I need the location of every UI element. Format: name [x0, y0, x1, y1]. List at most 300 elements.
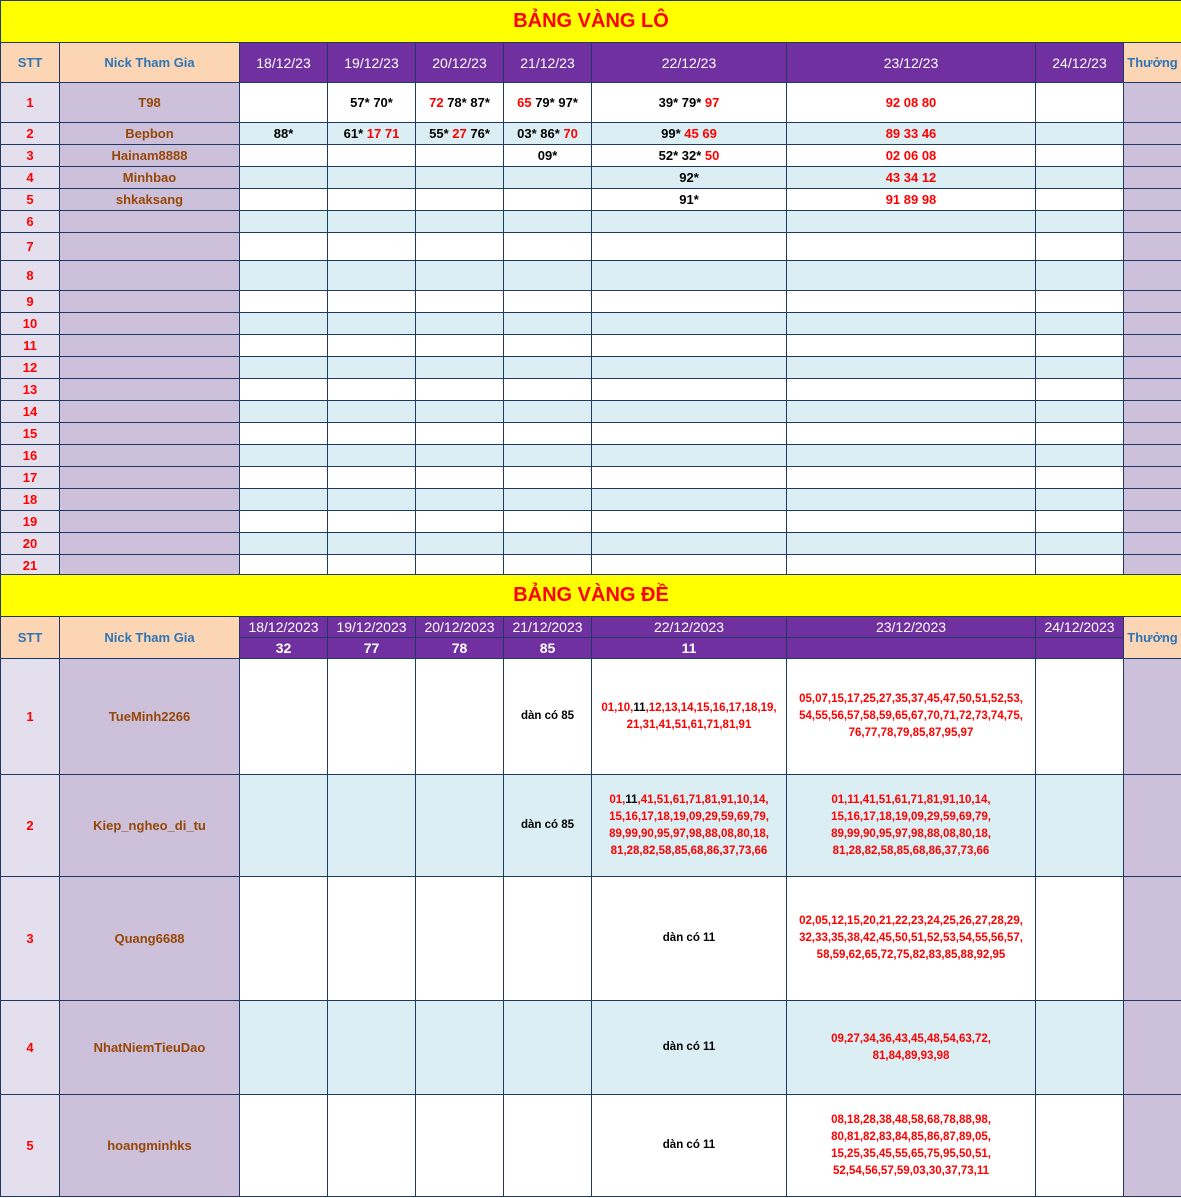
cell-token: 01,10,: [601, 701, 634, 714]
lo-header-prize: Thưởng: [1124, 43, 1181, 83]
row-prize: [1124, 489, 1181, 511]
table-row: [1, 123, 1181, 145]
day-cell: [240, 877, 328, 1001]
day-cell: [592, 423, 787, 445]
table-row: [1, 83, 1181, 123]
day-cell: [416, 445, 504, 467]
cell-token: dàn có 11: [662, 1041, 716, 1053]
row-nick: [60, 555, 240, 576]
cell-token: 76*: [470, 126, 490, 141]
day-cell: [1036, 659, 1124, 775]
table-row: [1, 211, 1181, 233]
day-cell: [240, 145, 328, 167]
day-cell: [1036, 291, 1124, 313]
day-cell: [328, 423, 416, 445]
day-cell: [504, 467, 592, 489]
table-row: [1, 445, 1181, 467]
day-cell: [416, 659, 504, 775]
row-stt: 12: [1, 357, 60, 379]
day-cell: [240, 335, 328, 357]
row-stt: 21: [1, 555, 60, 576]
day-cell: [240, 83, 328, 123]
day-cell: [787, 211, 1036, 233]
day-cell: [1036, 1001, 1124, 1095]
row-nick: T98: [60, 83, 240, 123]
day-cell: [592, 555, 787, 576]
day-cell: [592, 291, 787, 313]
day-cell: [1036, 83, 1124, 123]
de-header-stt: STT: [1, 617, 60, 659]
cell-token: 78*: [447, 95, 467, 110]
day-cell: [416, 467, 504, 489]
row-stt: 11: [1, 335, 60, 357]
cell-token: 92*: [679, 170, 699, 185]
table-row: [1, 357, 1181, 379]
de-result: 85: [504, 638, 592, 659]
day-cell: [416, 1001, 504, 1095]
day-cell: [240, 1095, 328, 1197]
cell-token: 55*: [429, 126, 449, 141]
cell-token: 54,55,56,57,58,59,65,67,70,71,72,73,74,75,: [799, 710, 1023, 722]
day-cell: [504, 123, 592, 145]
day-cell: [504, 1095, 592, 1197]
day-cell: [240, 233, 328, 261]
lo-table: [0, 0, 1181, 576]
day-cell: [504, 379, 592, 401]
day-cell: [504, 1001, 592, 1095]
table-row: [1, 511, 1181, 533]
cell-token: 03*: [517, 126, 537, 141]
row-prize: [1124, 83, 1181, 123]
row-prize: [1124, 775, 1181, 877]
day-cell: [787, 145, 1036, 167]
de-header-date: 21/12/2023: [504, 617, 592, 638]
row-nick: [60, 511, 240, 533]
cell-token: 09*: [537, 148, 558, 163]
day-cell: [504, 555, 592, 576]
day-cell: [787, 511, 1036, 533]
table-row: [1, 313, 1181, 335]
day-cell: [328, 877, 416, 1001]
day-cell: [592, 313, 787, 335]
day-cell: [504, 775, 592, 877]
day-cell: [787, 775, 1036, 877]
row-prize: [1124, 511, 1181, 533]
table-row: [1, 291, 1181, 313]
cell-token: 09,27,34,36,43,45,48,54,63,72,: [831, 1032, 991, 1045]
day-cell: [416, 123, 504, 145]
day-cell: [1036, 357, 1124, 379]
day-cell: [1036, 423, 1124, 445]
day-cell: [504, 233, 592, 261]
row-nick: shkaksang: [60, 189, 240, 211]
lo-header-date: 24/12/23: [1036, 43, 1124, 83]
cell-token: 72: [429, 95, 444, 110]
de-title: BẢNG VÀNG ĐỀ: [1, 575, 1181, 617]
cell-token: 05,07,15,17,25,27,35,37,45,47,50,51,52,53,: [799, 693, 1023, 705]
row-stt: 7: [1, 233, 60, 261]
row-stt: 6: [1, 211, 60, 233]
day-cell: [1036, 445, 1124, 467]
de-result: 11: [592, 638, 787, 659]
de-header-date: 24/12/2023: [1036, 617, 1124, 638]
row-nick: hoangminhks: [60, 1095, 240, 1197]
cell-token: 91*: [679, 192, 699, 207]
day-cell: [592, 401, 787, 423]
day-cell: [1036, 877, 1124, 1001]
day-cell: [240, 555, 328, 576]
day-cell: [592, 1095, 787, 1197]
day-cell: [328, 83, 416, 123]
cell-token: 70: [563, 126, 578, 141]
day-cell: [1036, 555, 1124, 576]
cell-token: 15,16,17,18,19,09,29,59,69,79,: [831, 810, 991, 823]
day-cell: [592, 189, 787, 211]
row-prize: [1124, 233, 1181, 261]
row-stt: 16: [1, 445, 60, 467]
day-cell: [787, 167, 1036, 189]
table-row: [1, 401, 1181, 423]
cell-token: 08,18,28,38,48,58,68,78,88,98,: [831, 1113, 991, 1126]
day-cell: [328, 123, 416, 145]
day-cell: [328, 467, 416, 489]
day-cell: [240, 123, 328, 145]
day-cell: [328, 379, 416, 401]
cell-token: 61*: [343, 126, 364, 141]
cell-token: 17 71: [366, 126, 400, 141]
row-prize: [1124, 357, 1181, 379]
row-nick: [60, 357, 240, 379]
row-prize: [1124, 145, 1181, 167]
day-cell: [416, 335, 504, 357]
day-cell: [1036, 775, 1124, 877]
cell-token: 89,99,90,95,97,98,88,08,80,18,: [831, 827, 991, 840]
day-cell: [504, 313, 592, 335]
day-cell: [416, 401, 504, 423]
day-cell: [787, 401, 1036, 423]
day-cell: [416, 261, 504, 291]
row-stt: 10: [1, 313, 60, 335]
day-cell: [416, 291, 504, 313]
day-cell: [592, 1001, 787, 1095]
day-cell: [787, 533, 1036, 555]
day-cell: [416, 145, 504, 167]
lo-header-date: 18/12/23: [240, 43, 328, 83]
de-header-date: 19/12/2023: [328, 617, 416, 638]
day-cell: [504, 423, 592, 445]
row-prize: [1124, 211, 1181, 233]
cell-token: 27: [452, 126, 467, 141]
lo-header-date: 23/12/23: [787, 43, 1036, 83]
day-cell: [240, 1001, 328, 1095]
day-cell: [592, 467, 787, 489]
day-cell: [328, 533, 416, 555]
cell-token: 81,84,89,93,98: [872, 1049, 950, 1062]
day-cell: [592, 511, 787, 533]
day-cell: [1036, 167, 1124, 189]
day-cell: [787, 1001, 1036, 1095]
row-nick: Quang6688: [60, 877, 240, 1001]
lo-header-date: 21/12/23: [504, 43, 592, 83]
day-cell: [504, 83, 592, 123]
row-stt: 20: [1, 533, 60, 555]
row-stt: 5: [1, 1095, 60, 1197]
day-cell: [504, 659, 592, 775]
cell-token: 21,31,41,51,61,71,81,91: [626, 718, 752, 731]
day-cell: [416, 167, 504, 189]
row-prize: [1124, 167, 1181, 189]
cell-token: 11: [625, 793, 638, 806]
cell-token: 89,99,90,95,97,98,88,08,80,18,: [609, 827, 769, 840]
row-prize: [1124, 555, 1181, 576]
table-row: [1, 233, 1181, 261]
row-prize: [1124, 335, 1181, 357]
day-cell: [328, 659, 416, 775]
lo-header-nick: Nick Tham Gia: [60, 43, 240, 83]
day-cell: [328, 261, 416, 291]
day-cell: [328, 555, 416, 576]
row-prize: [1124, 877, 1181, 1001]
day-cell: [416, 211, 504, 233]
day-cell: [592, 167, 787, 189]
cell-token: dàn có 11: [662, 1139, 716, 1151]
row-nick: TueMinh2266: [60, 659, 240, 775]
day-cell: [787, 467, 1036, 489]
day-cell: [240, 489, 328, 511]
cell-token: 79*: [535, 95, 555, 110]
day-cell: [240, 313, 328, 335]
table-row: [1, 167, 1181, 189]
table-row: [1, 189, 1181, 211]
row-stt: 15: [1, 423, 60, 445]
lo-header-date: 19/12/23: [328, 43, 416, 83]
day-cell: [787, 123, 1036, 145]
day-cell: [328, 167, 416, 189]
day-cell: [328, 357, 416, 379]
row-stt: 8: [1, 261, 60, 291]
day-cell: [787, 555, 1036, 576]
day-cell: [504, 145, 592, 167]
cell-token: 02,05,12,15,20,21,22,23,24,25,26,27,28,29,: [799, 915, 1023, 927]
day-cell: [1036, 189, 1124, 211]
row-stt: 4: [1, 1001, 60, 1095]
cell-token: 81,28,82,58,85,68,86,37,73,66: [610, 844, 768, 857]
cell-token: 52*: [658, 148, 679, 163]
row-stt: 2: [1, 775, 60, 877]
cell-token: 86*: [540, 126, 560, 141]
table-row: [1, 1095, 1181, 1197]
table-row: [1, 145, 1181, 167]
day-cell: [787, 877, 1036, 1001]
day-cell: [416, 1095, 504, 1197]
cell-token: 87*: [470, 95, 490, 110]
day-cell: [787, 357, 1036, 379]
row-nick: [60, 335, 240, 357]
day-cell: [592, 357, 787, 379]
day-cell: [592, 877, 787, 1001]
row-stt: 14: [1, 401, 60, 423]
row-stt: 17: [1, 467, 60, 489]
row-nick: [60, 291, 240, 313]
cell-token: 97: [704, 95, 720, 110]
day-cell: [787, 423, 1036, 445]
row-prize: [1124, 423, 1181, 445]
cell-token: dàn có 85: [520, 819, 575, 831]
de-result: [787, 638, 1036, 659]
day-cell: [240, 379, 328, 401]
row-nick: Minhbao: [60, 167, 240, 189]
day-cell: [240, 211, 328, 233]
cell-token: 89 33 46: [885, 126, 937, 141]
day-cell: [328, 335, 416, 357]
cell-token: 15,25,35,45,55,65,75,95,50,51,: [831, 1147, 991, 1160]
row-nick: [60, 233, 240, 261]
row-nick: [60, 313, 240, 335]
day-cell: [787, 1095, 1036, 1197]
day-cell: [787, 291, 1036, 313]
table-row: [1, 261, 1181, 291]
day-cell: [787, 445, 1036, 467]
day-cell: [416, 357, 504, 379]
day-cell: [504, 357, 592, 379]
row-nick: [60, 467, 240, 489]
day-cell: [328, 401, 416, 423]
cell-token: 88*: [273, 126, 294, 141]
day-cell: [1036, 123, 1124, 145]
day-cell: [504, 167, 592, 189]
day-cell: [328, 211, 416, 233]
cell-token: 01,: [609, 793, 626, 806]
cell-token: ,41,51,61,71,81,91,10,14,: [637, 793, 769, 806]
row-prize: [1124, 467, 1181, 489]
day-cell: [787, 261, 1036, 291]
de-result: 78: [416, 638, 504, 659]
de-header-prize: Thưởng: [1124, 617, 1181, 659]
day-cell: [416, 489, 504, 511]
de-header-date: 20/12/2023: [416, 617, 504, 638]
lo-title: BẢNG VÀNG LÔ: [1, 1, 1181, 43]
row-prize: [1124, 291, 1181, 313]
day-cell: [592, 659, 787, 775]
day-cell: [328, 189, 416, 211]
day-cell: [240, 775, 328, 877]
day-cell: [328, 145, 416, 167]
lo-header-stt: STT: [1, 43, 60, 83]
day-cell: [592, 233, 787, 261]
row-stt: 19: [1, 511, 60, 533]
day-cell: [592, 211, 787, 233]
day-cell: [416, 379, 504, 401]
cell-token: 79*: [681, 95, 702, 110]
row-nick: [60, 423, 240, 445]
row-prize: [1124, 379, 1181, 401]
day-cell: [592, 775, 787, 877]
de-header-date: 18/12/2023: [240, 617, 328, 638]
row-nick: [60, 445, 240, 467]
day-cell: [787, 489, 1036, 511]
day-cell: [240, 445, 328, 467]
lo-header-date: 20/12/23: [416, 43, 504, 83]
cell-token: 32,33,35,38,42,45,50,51,52,53,54,55,56,57,: [799, 932, 1023, 944]
cell-token: 32*: [681, 148, 702, 163]
table-row: [1, 533, 1181, 555]
day-cell: [328, 291, 416, 313]
day-cell: [592, 533, 787, 555]
row-prize: [1124, 445, 1181, 467]
row-nick: [60, 379, 240, 401]
row-nick: Hainam8888: [60, 145, 240, 167]
day-cell: [787, 379, 1036, 401]
cell-token: dàn có 11: [662, 932, 716, 944]
row-stt: 3: [1, 877, 60, 1001]
day-cell: [1036, 261, 1124, 291]
day-cell: [787, 313, 1036, 335]
day-cell: [416, 775, 504, 877]
day-cell: [592, 445, 787, 467]
table-row: [1, 379, 1181, 401]
row-prize: [1124, 533, 1181, 555]
day-cell: [416, 533, 504, 555]
day-cell: [592, 261, 787, 291]
cell-token: 97*: [558, 95, 578, 110]
cell-token: ,12,13,14,15,16,17,18,19,: [645, 701, 777, 714]
day-cell: [328, 1095, 416, 1197]
day-cell: [328, 489, 416, 511]
day-cell: [240, 659, 328, 775]
row-stt: 18: [1, 489, 60, 511]
day-cell: [1036, 1095, 1124, 1197]
cell-token: 58,59,62,65,72,75,82,83,85,88,92,95: [816, 949, 1006, 961]
cell-token: dàn có 85: [520, 710, 575, 722]
cell-token: 99*: [661, 126, 681, 141]
cell-token: 11: [633, 701, 646, 714]
day-cell: [592, 379, 787, 401]
day-cell: [416, 313, 504, 335]
day-cell: [787, 335, 1036, 357]
row-prize: [1124, 313, 1181, 335]
day-cell: [504, 489, 592, 511]
day-cell: [592, 123, 787, 145]
day-cell: [787, 233, 1036, 261]
day-cell: [240, 423, 328, 445]
day-cell: [328, 1001, 416, 1095]
day-cell: [1036, 533, 1124, 555]
row-nick: NhatNiemTieuDao: [60, 1001, 240, 1095]
row-stt: 4: [1, 167, 60, 189]
cell-token: 80,81,82,83,84,85,86,87,89,05,: [831, 1130, 991, 1143]
cell-token: 15,16,17,18,19,09,29,59,69,79,: [609, 810, 769, 823]
row-nick: Kiep_ngheo_di_tu: [60, 775, 240, 877]
day-cell: [416, 83, 504, 123]
day-cell: [787, 189, 1036, 211]
day-cell: [416, 233, 504, 261]
cell-token: 43 34 12: [885, 170, 937, 185]
cell-token: 65: [517, 95, 532, 110]
day-cell: [328, 445, 416, 467]
row-prize: [1124, 123, 1181, 145]
table-row: [1, 423, 1181, 445]
day-cell: [328, 511, 416, 533]
cell-token: 91 89 98: [885, 192, 937, 207]
row-prize: [1124, 261, 1181, 291]
day-cell: [416, 877, 504, 1001]
de-result: 32: [240, 638, 328, 659]
row-prize: [1124, 659, 1181, 775]
day-cell: [1036, 489, 1124, 511]
day-cell: [1036, 379, 1124, 401]
row-stt: 5: [1, 189, 60, 211]
row-nick: [60, 533, 240, 555]
